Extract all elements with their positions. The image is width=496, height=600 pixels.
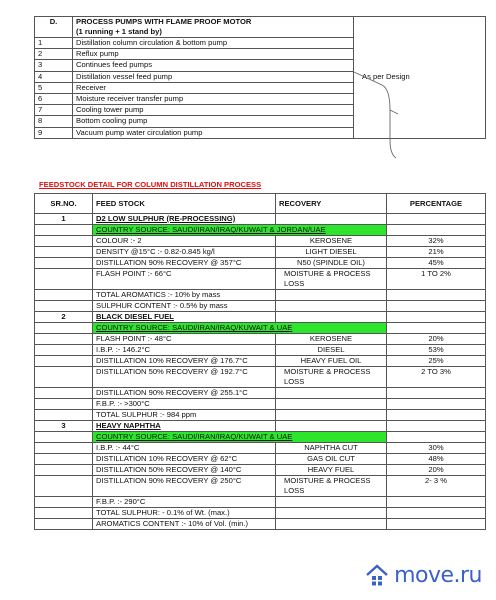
pump-name: Distillation column circulation & bottom pump [73, 38, 354, 49]
pumps-table [34, 16, 486, 139]
recovery-percentage: 30% [387, 443, 486, 454]
empty-cell [35, 454, 93, 465]
group-header-row [35, 214, 486, 225]
feed-property: F.B.P. :- 290°C [93, 497, 276, 508]
feed-row [35, 454, 486, 465]
empty-cell [35, 345, 93, 356]
feed-property: DISTILLATION 50% RECOVERY @ 192.7°C [93, 367, 276, 388]
empty-cell [35, 432, 93, 443]
recovery-product [276, 301, 387, 312]
pumps-heading [73, 17, 354, 38]
feed-row [35, 269, 486, 290]
recovery-percentage: 32% [387, 236, 486, 247]
feed-row [35, 290, 486, 301]
recovery-product [276, 497, 387, 508]
recovery-percentage [387, 519, 486, 530]
feed-property: DISTILLATION 90% RECOVERY @ 255.1°C [93, 388, 276, 399]
empty-cell [35, 388, 93, 399]
recovery-product: DIESEL [276, 345, 387, 356]
empty-cell [387, 421, 486, 432]
feed-row [35, 388, 486, 399]
recovery-percentage: 21% [387, 247, 486, 258]
feed-property: FLASH POINT :- 48°C [93, 334, 276, 345]
feed-row [35, 247, 486, 258]
group-sr: 1 [35, 214, 93, 225]
recovery-percentage [387, 399, 486, 410]
empty-cell [387, 225, 486, 236]
empty-cell [35, 269, 93, 290]
feed-property: SULPHUR CONTENT :- 0.5% by mass [93, 301, 276, 312]
pump-no: 1 [35, 38, 73, 49]
feed-row [35, 334, 486, 345]
feed-row [35, 345, 486, 356]
pump-name: Receiver [73, 82, 354, 93]
empty-cell [35, 367, 93, 388]
pump-name: Distillation vessel feed pump [73, 71, 354, 82]
group-header-row [35, 421, 486, 432]
group-sr: 3 [35, 421, 93, 432]
pump-no: 7 [35, 105, 73, 116]
empty-cell [35, 225, 93, 236]
recovery-product [276, 388, 387, 399]
recovery-product: KEROSENE [276, 334, 387, 345]
pumps-header-row [35, 17, 486, 38]
pumps-heading-line1: PROCESS PUMPS WITH FLAME PROOF MOTOR [76, 17, 252, 26]
pump-no: 3 [35, 60, 73, 71]
pump-name: Cooling tower pump [73, 105, 354, 116]
header-feed: FEED STOCK [93, 194, 276, 214]
pump-name: Vacuum pump water circulation pump [73, 127, 354, 138]
feed-property: DISTILLATION 90% RECOVERY @ 250°C [93, 476, 276, 497]
feed-row [35, 443, 486, 454]
feed-row [35, 236, 486, 247]
empty-cell [35, 247, 93, 258]
empty-cell [387, 312, 486, 323]
recovery-product [276, 519, 387, 530]
group-name: HEAVY NAPHTHA [93, 421, 276, 432]
feed-row [35, 258, 486, 269]
recovery-percentage [387, 410, 486, 421]
empty-cell [35, 323, 93, 334]
recovery-percentage [387, 388, 486, 399]
empty-cell [276, 312, 387, 323]
header-percentage: PERCENTAGE [387, 194, 486, 214]
watermark-text: move.ru [394, 562, 482, 588]
empty-cell [35, 301, 93, 312]
recovery-percentage: 53% [387, 345, 486, 356]
feed-property: TOTAL SULPHUR :- 984 ppm [93, 410, 276, 421]
recovery-percentage [387, 301, 486, 312]
empty-cell [35, 497, 93, 508]
feed-property: DISTILLATION 10% RECOVERY @ 62°C [93, 454, 276, 465]
feed-row [35, 367, 486, 388]
feed-property: TOTAL SULPHUR: - 0.1% of Wt. (max.) [93, 508, 276, 519]
country-source-row [35, 225, 486, 236]
group-header-row [35, 312, 486, 323]
recovery-product [276, 399, 387, 410]
feed-property: AROMATICS CONTENT :- 10% of Vol. (min.) [93, 519, 276, 530]
feedstock-title: FEEDSTOCK DETAIL FOR COLUMN DISTILLATION PROCESS [39, 180, 262, 189]
header-recovery: RECOVERY [276, 194, 387, 214]
pump-name: Reflux pump [73, 49, 354, 60]
pump-no: 5 [35, 82, 73, 93]
pump-no: 8 [35, 116, 73, 127]
feed-property: F.B.P. :- >300°C [93, 399, 276, 410]
feed-property: TOTAL AROMATICS :- 10% by mass [93, 290, 276, 301]
feed-property: COLOUR :- 2 [93, 236, 276, 247]
house-icon [364, 562, 390, 588]
empty-cell [35, 399, 93, 410]
recovery-percentage: 45% [387, 258, 486, 269]
recovery-product: LIGHT DIESEL [276, 247, 387, 258]
recovery-product: MOISTURE & PROCESS LOSS [276, 367, 387, 388]
recovery-percentage: 2- 3 % [387, 476, 486, 497]
feed-row [35, 410, 486, 421]
country-source-row [35, 432, 486, 443]
empty-cell [35, 476, 93, 497]
pump-no: 4 [35, 71, 73, 82]
pumps-heading-line2: (1 running + 1 stand by) [76, 27, 162, 36]
design-note: As per Design [362, 72, 410, 82]
feed-property: DISTILLATION 10% RECOVERY @ 176.7°C [93, 356, 276, 367]
pump-name: Continues feed pumps [73, 60, 354, 71]
feed-row [35, 399, 486, 410]
recovery-product: N50 (SPINDLE OIL) [276, 258, 387, 269]
feed-row [35, 508, 486, 519]
empty-cell [35, 290, 93, 301]
feed-row [35, 519, 486, 530]
group-name: BLACK DIESEL FUEL [93, 312, 276, 323]
recovery-percentage [387, 290, 486, 301]
feed-row [35, 356, 486, 367]
feed-property: FLASH POINT :- 66°C [93, 269, 276, 290]
pump-no: 2 [35, 49, 73, 60]
group-sr: 2 [35, 312, 93, 323]
recovery-product [276, 410, 387, 421]
empty-cell [35, 410, 93, 421]
recovery-product: MOISTURE & PROCESS LOSS [276, 269, 387, 290]
empty-cell [276, 421, 387, 432]
recovery-percentage: 2 TO 3% [387, 367, 486, 388]
empty-cell [387, 432, 486, 443]
empty-cell [35, 356, 93, 367]
country-source: COUNTRY SOURCE: SAUDI/IRAN/IRAQ/KUWAIT & JORDAN/UAE [93, 225, 387, 236]
feed-property: DISTILLATION 50% RECOVERY @ 140°C [93, 465, 276, 476]
feed-row [35, 497, 486, 508]
recovery-product: GAS OIL CUT [276, 454, 387, 465]
feed-row [35, 301, 486, 312]
recovery-product: NAPHTHA CUT [276, 443, 387, 454]
country-source: COUNTRY SOURCE: SAUDI/IRAN/IRAQ/KUWAIT & UAE [93, 432, 387, 443]
pump-no: 6 [35, 93, 73, 104]
recovery-percentage [387, 497, 486, 508]
recovery-percentage: 20% [387, 465, 486, 476]
recovery-product: KEROSENE [276, 236, 387, 247]
empty-cell [35, 236, 93, 247]
recovery-product: MOISTURE & PROCESS LOSS [276, 476, 387, 497]
watermark [364, 560, 482, 590]
empty-cell [35, 519, 93, 530]
empty-cell [387, 323, 486, 334]
recovery-product [276, 508, 387, 519]
feed-property: I.B.P. :- 44°C [93, 443, 276, 454]
empty-cell [35, 443, 93, 454]
feed-row [35, 476, 486, 497]
empty-cell [276, 214, 387, 225]
empty-cell [35, 258, 93, 269]
recovery-percentage: 1 TO 2% [387, 269, 486, 290]
header-sr: SR.NO. [35, 194, 93, 214]
recovery-percentage [387, 508, 486, 519]
empty-cell [35, 334, 93, 345]
country-source: COUNTRY SOURCE: SAUDI/IRAN/IRAQ/KUWAIT & UAE [93, 323, 387, 334]
feed-property: DENSITY @15°C :- 0.82-0.845 kg/l [93, 247, 276, 258]
pump-name: Bottom cooling pump [73, 116, 354, 127]
recovery-product: HEAVY FUEL [276, 465, 387, 476]
empty-cell [35, 465, 93, 476]
empty-cell [387, 214, 486, 225]
empty-cell [35, 508, 93, 519]
recovery-product: HEAVY FUEL OIL [276, 356, 387, 367]
feed-property: I.B.P. :- 146.2°C [93, 345, 276, 356]
feed-property: DISTILLATION 90% RECOVERY @ 357°C [93, 258, 276, 269]
recovery-product [276, 290, 387, 301]
pump-no: 9 [35, 127, 73, 138]
recovery-percentage: 20% [387, 334, 486, 345]
recovery-percentage: 48% [387, 454, 486, 465]
brace-connector [352, 70, 402, 160]
pump-name: Moisture receiver transfer pump [73, 93, 354, 104]
feedstock-table [34, 193, 486, 530]
country-source-row [35, 323, 486, 334]
pumps-col-label: D. [35, 17, 73, 38]
group-name: D2 LOW SULPHUR (RE-PROCESSING) [93, 214, 276, 225]
feed-row [35, 465, 486, 476]
recovery-percentage: 25% [387, 356, 486, 367]
